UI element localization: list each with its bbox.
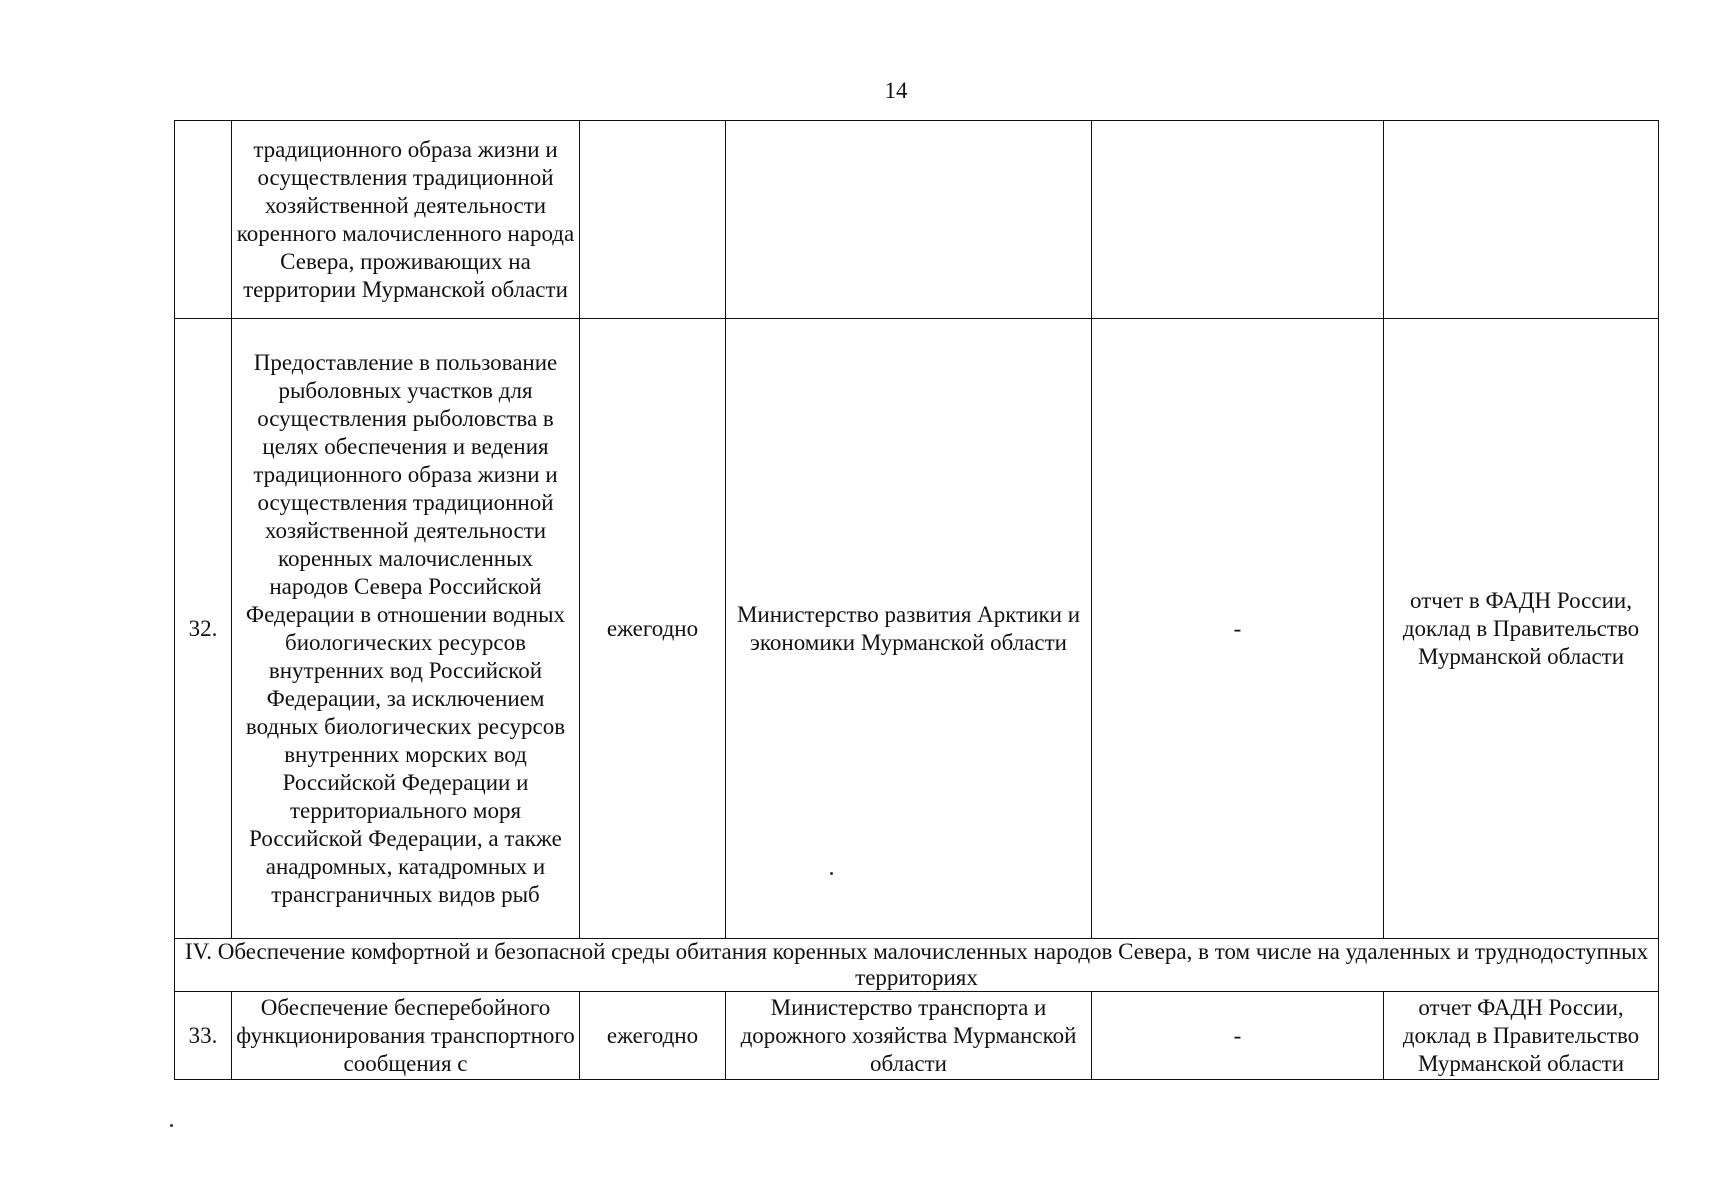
table-row — [175, 121, 1659, 319]
period-cell: ежегодно — [580, 992, 726, 1080]
funding-cell: - — [1092, 992, 1384, 1080]
executor-cell: Министерство развития Арктики и экономики Мурманской области — [726, 319, 1092, 939]
table-row — [175, 992, 1659, 1080]
result-cell: отчет ФАДН России, доклад в Правительство Мурманской области — [1384, 992, 1659, 1080]
table-row — [175, 319, 1659, 939]
scan-speck — [170, 1124, 173, 1127]
row-number: 32. — [175, 319, 232, 939]
measure-description-text: Предоставление в пользование рыболовных участков для осуществления рыболовства в целях обеспечения и ведения традиционного образа жизни и осуществления традиционной хозяйственной деятельности коренных малочисленных народов Севера Российской Федерации в отношении водных биологических ресурсов внутренних вод Российской Федерации, за исключением водных биологических ресурсов внутренних морских вод Российской Федерации и территориального моря Российской Федерации, а также анадромных, катадромных и трансграничных видов рыб — [245, 349, 566, 907]
executor-cell: Министерство транспорта и дорожного хозяйства Мурманской области — [726, 992, 1092, 1080]
measure-description-text: Обеспечение бесперебойного функционирования транспортного сообщения с — [236, 994, 575, 1076]
row-number: 33. — [175, 992, 232, 1080]
result-cell — [1384, 121, 1659, 319]
executor-cell — [726, 121, 1092, 319]
period-cell — [580, 121, 726, 319]
section-row — [175, 939, 1659, 992]
funding-cell — [1092, 121, 1384, 319]
result-cell: отчет в ФАДН России, доклад в Правительство Мурманской области — [1384, 319, 1659, 939]
measure-description-text: традиционного образа жизни и осуществления традиционной хозяйственной деятельности коренного малочисленного народа Севера, проживающих на территории Мурманской области — [236, 136, 575, 302]
section-heading: IV. Обеспечение комфортной и безопасной среды обитания коренных малочисленных народов Севера, в том числе на удаленных и труднодоступных территориях — [175, 939, 1659, 992]
scan-speck — [830, 872, 833, 875]
measure-description — [232, 121, 580, 319]
period-cell: ежегодно — [580, 319, 726, 939]
row-number — [175, 121, 232, 319]
measures-table — [174, 120, 1659, 1080]
page-number: 14 — [884, 78, 908, 103]
measure-description — [232, 319, 580, 939]
funding-cell: - — [1092, 319, 1384, 939]
measure-description — [232, 992, 580, 1080]
